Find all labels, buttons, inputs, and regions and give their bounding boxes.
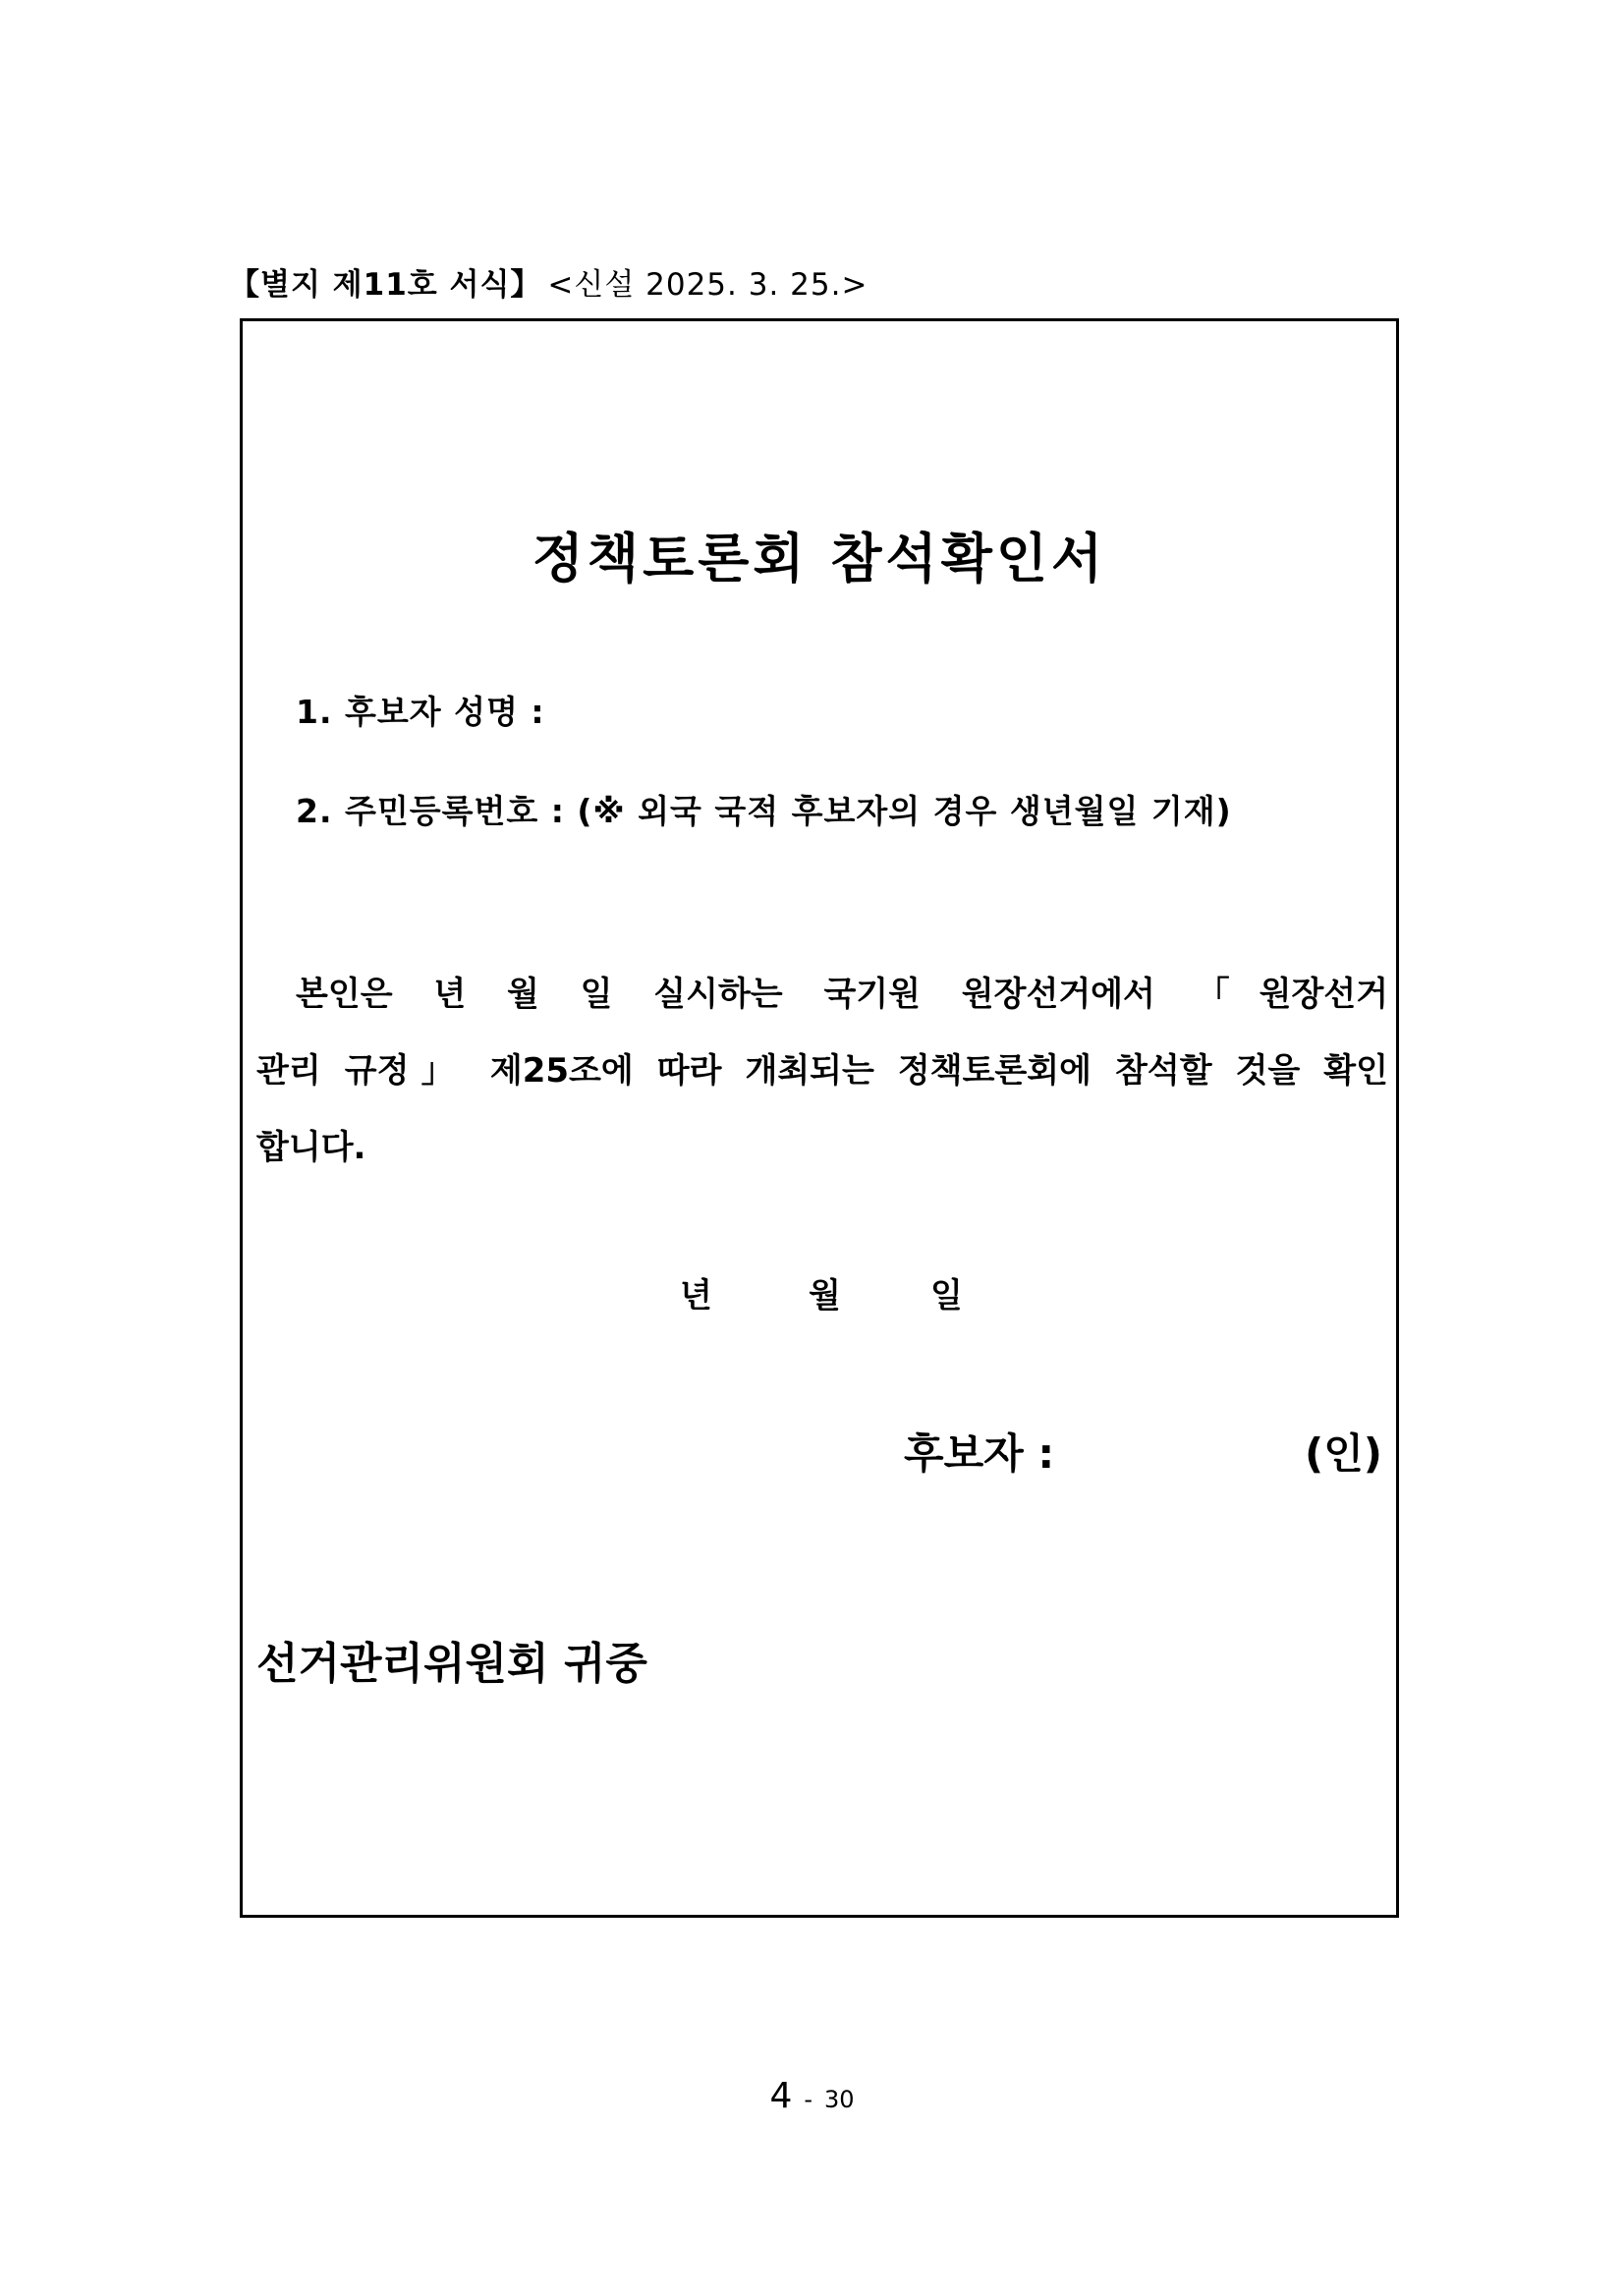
form-number-label: 【별지 제11호 서식】 — [229, 267, 542, 303]
form-box — [240, 318, 1399, 1918]
page-number — [0, 2072, 1624, 2127]
form-revision-note: <신설 2025. 3. 25.> — [547, 267, 868, 303]
statement-line-2: 관리 규정」 제25조에 따라 개최되는 정책토론회에 참석할 것을 확인 — [256, 1051, 1388, 1091]
page-separator: - — [804, 2086, 813, 2113]
signature-date — [243, 1266, 1396, 1325]
document-title: 정책토론회 참석확인서 — [532, 528, 1107, 589]
form-header — [229, 263, 868, 307]
date-month-label: 월 — [809, 1276, 841, 1316]
date-year-label: 년 — [680, 1276, 712, 1316]
confirmation-statement — [256, 956, 1388, 1186]
seal-label: (인) — [1305, 1429, 1382, 1478]
statement-line-3: 합니다. — [256, 1128, 366, 1167]
candidate-label: 후보자 : — [904, 1429, 1055, 1478]
resident-number-field: 2. 주민등록번호 : (※ 외국 국적 후보자의 경우 생년월일 기재) — [296, 792, 1232, 830]
date-day-label: 일 — [930, 1276, 963, 1316]
candidate-name-field: 1. 후보자 성명 : — [296, 693, 545, 731]
addressee: 선거관리위원회 귀중 — [256, 1639, 647, 1689]
page-sub-number: 30 — [824, 2086, 855, 2113]
candidate-signature-row — [243, 1420, 1396, 1488]
statement-line-1: 본인은 년 월 일 실시하는 국기원 원장선거에서 「원장선거 — [296, 975, 1388, 1014]
page-chapter-number: 4 — [769, 2076, 793, 2116]
